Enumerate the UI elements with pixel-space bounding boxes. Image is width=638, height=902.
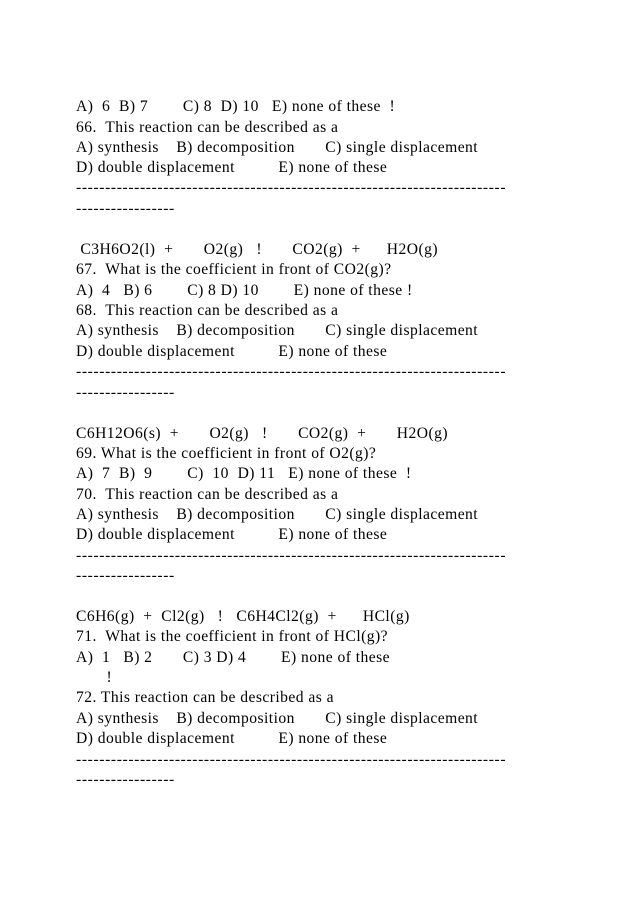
answer-choices-65: A) 6 B) 7 C) 8 D) 10 E) none of these ! (76, 98, 396, 115)
answer-choices-68-row1: A) synthesis B) decomposition C) single displacement (76, 322, 479, 339)
separator-line-cont: ----------------- (76, 384, 175, 401)
answer-choices-66-row2: D) double displacement E) none of these (76, 159, 388, 176)
answer-choices-67: A) 4 B) 6 C) 8 D) 10 E) none of these ! (76, 282, 413, 299)
separator-line-cont: ----------------- (76, 567, 175, 584)
separator-line-cont: ----------------- (76, 771, 175, 788)
answer-choices-71: A) 1 B) 2 C) 3 D) 4 E) none of these (76, 649, 391, 666)
separator-line: -------------------------------------------------------------------------- (76, 751, 507, 768)
separator-line-cont: ----------------- (76, 200, 175, 217)
answer-choices-70-row1: A) synthesis B) decomposition C) single displacement (76, 506, 479, 523)
reaction-equation-4: C6H6(g) + Cl2(g) ! C6H4Cl2(g) + HCl(g) (76, 608, 410, 625)
answer-choices-72-row2: D) double displacement E) none of these (76, 730, 388, 747)
reaction-equation-2: C3H6O2(l) + O2(g) ! CO2(g) + H2O(g) (76, 241, 439, 258)
question-69: 69. What is the coefficient in front of O2(g)? (76, 445, 377, 462)
question-72: 72. This reaction can be described as a (76, 689, 335, 706)
separator-line: -------------------------------------------------------------------------- (76, 179, 507, 196)
answer-choices-69: A) 7 B) 9 C) 10 D) 11 E) none of these ! (76, 465, 412, 482)
separator-line: -------------------------------------------------------------------------- (76, 547, 507, 564)
question-68: 68. This reaction can be described as a (76, 302, 339, 319)
question-67: 67. What is the coefficient in front of CO2(g)? (76, 261, 392, 278)
answer-choices-66-row1: A) synthesis B) decomposition C) single displacement (76, 139, 479, 156)
answer-choices-70-row2: D) double displacement E) none of these (76, 526, 388, 543)
separator-line: -------------------------------------------------------------------------- (76, 363, 507, 380)
question-70: 70. This reaction can be described as a (76, 486, 339, 503)
question-71: 71. What is the coefficient in front of HCl(g)? (76, 628, 389, 645)
answer-choices-68-row2: D) double displacement E) none of these (76, 343, 388, 360)
question-66: 66. This reaction can be described as a (76, 119, 339, 136)
answer-choices-71-cont: ! (76, 669, 113, 686)
reaction-equation-3: C6H12O6(s) + O2(g) ! CO2(g) + H2O(g) (76, 425, 448, 442)
answer-choices-72-row1: A) synthesis B) decomposition C) single displacement (76, 710, 479, 727)
